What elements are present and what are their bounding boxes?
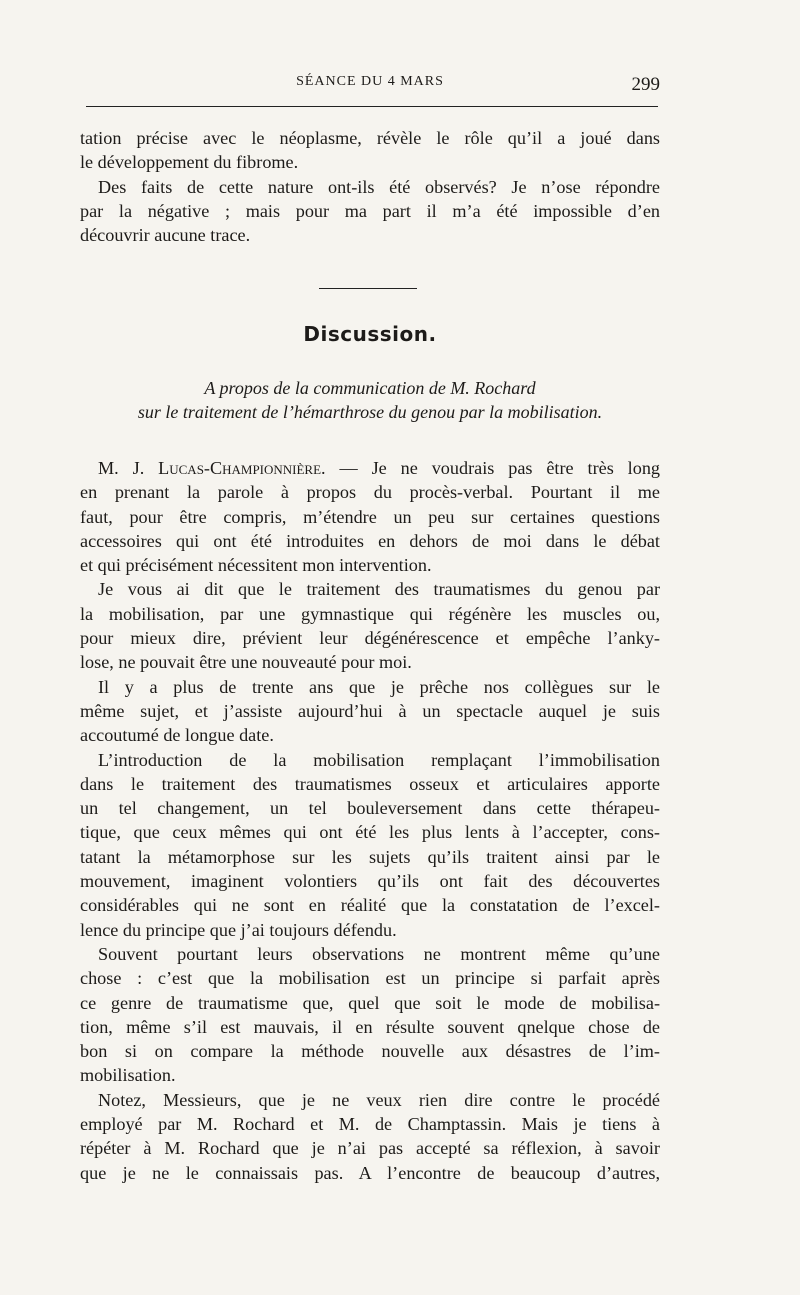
text-line: mouvement, imaginent volontiers qu’ils ont fait des découvertes xyxy=(80,871,660,892)
text-line: Souvent pourtant leurs observations ne montrent même qu’une xyxy=(98,943,660,964)
speaker-name: M. J. Lucas-Championnière. xyxy=(98,458,326,478)
text-line: considérables qui ne sont en réalité que la constatation de l’excel- xyxy=(80,895,660,916)
text-line: employé par M. Rochard et M. de Champtassin. Mais je tiens à xyxy=(80,1114,660,1135)
text-line: répéter à M. Rochard que je n’ai pas accepté sa réflexion, à savoir xyxy=(80,1138,660,1159)
text-line: tatant la métamorphose sur les sujets qu’ils traitent ainsi par le xyxy=(80,846,660,867)
discussion-subtitle-line-1: A propos de la communication de M. Rochard xyxy=(204,378,536,398)
text-line: même sujet, et j’assiste aujourd’hui à un spectacle auquel je suis xyxy=(80,700,660,721)
text-line: Il y a plus de trente ans que je prêche nos collègues sur le xyxy=(98,676,660,697)
text-line: en prenant la parole à propos du procès-verbal. Pourtant il me xyxy=(80,482,660,503)
discussion-body xyxy=(80,456,660,1185)
running-head xyxy=(80,74,660,98)
text-line: faut, pour être compris, m’étendre un peu sur certaines questions xyxy=(80,506,660,527)
section-title: Discussion. xyxy=(303,322,437,346)
text-line: chose : c’est que la mobilisation est un principe si parfait après xyxy=(80,968,660,989)
text-line: et qui précisément nécessitent mon intervention. xyxy=(80,555,432,576)
text-line: découvrir aucune trace. xyxy=(80,225,251,246)
speaker-line xyxy=(80,456,660,480)
text-line: Notez, Messieurs, que je ne veux rien dire contre le procédé xyxy=(98,1089,660,1110)
text-line: tation précise avec le néoplasme, révèle le rôle qu’il a joué dans xyxy=(80,128,660,148)
section-divider xyxy=(319,288,417,289)
text-line: un tel changement, un tel bouleversement dans cette thérapeu- xyxy=(80,798,660,819)
text-line: bon si on compare la méthode nouvelle aux désastres de l’im- xyxy=(80,1041,660,1062)
text-line: Je vous ai dit que le traitement des traumatismes du genou par xyxy=(98,579,660,600)
text-line: mobilisation. xyxy=(80,1065,176,1086)
text-line: tion, même s’il est mauvais, il en résulte souvent qnelque chose de xyxy=(80,1016,660,1037)
continued-paragraph xyxy=(80,126,660,247)
header-rule xyxy=(86,106,658,107)
text-line: accoutumé de longue date. xyxy=(80,725,274,746)
speaker-line-text: — Je ne voudrais pas être très long xyxy=(325,458,661,478)
text-line: la mobilisation, par une gymnastique qui régénère les muscles ou, xyxy=(80,603,660,624)
text-line: lose, ne pouvait être une nouveauté pour moi. xyxy=(80,652,412,673)
text-line: accessoires qui ont été introduites en dehors de moi dans le débat xyxy=(80,530,660,551)
discussion-subtitle-line-2: sur le traitement de l’hémarthrose du genou par la mobilisation. xyxy=(137,402,603,422)
text-line: ce genre de traumatisme que, quel que soit le mode de mobilisa- xyxy=(80,992,660,1013)
text-line: L’introduction de la mobilisation remplaçant l’immobilisation xyxy=(98,749,660,770)
text-line: le développement du fibrome. xyxy=(80,152,299,173)
text-line: tique, que ceux mêmes qui ont été les plus lents à l’accepter, cons- xyxy=(80,822,660,843)
text-line: Des faits de cette nature ont-ils été observés? Je n’ose répondre xyxy=(98,176,660,197)
running-head-title: SÉANCE DU 4 MARS xyxy=(296,74,444,89)
text-line: pour mieux dire, prévient leur dégénérescence et empêche l’anky- xyxy=(80,628,660,649)
text-line: que je ne le connaissais pas. A l’encontre de beaucoup d’autres, xyxy=(80,1162,660,1183)
text-line: lence du principe que j’ai toujours défendu. xyxy=(80,919,397,940)
text-line: par la négative ; mais pour ma part il m’a été impossible d’en xyxy=(80,200,660,221)
page-number: 299 xyxy=(631,74,660,95)
text-line: dans le traitement des traumatismes osseux et articulaires apporte xyxy=(80,773,660,794)
